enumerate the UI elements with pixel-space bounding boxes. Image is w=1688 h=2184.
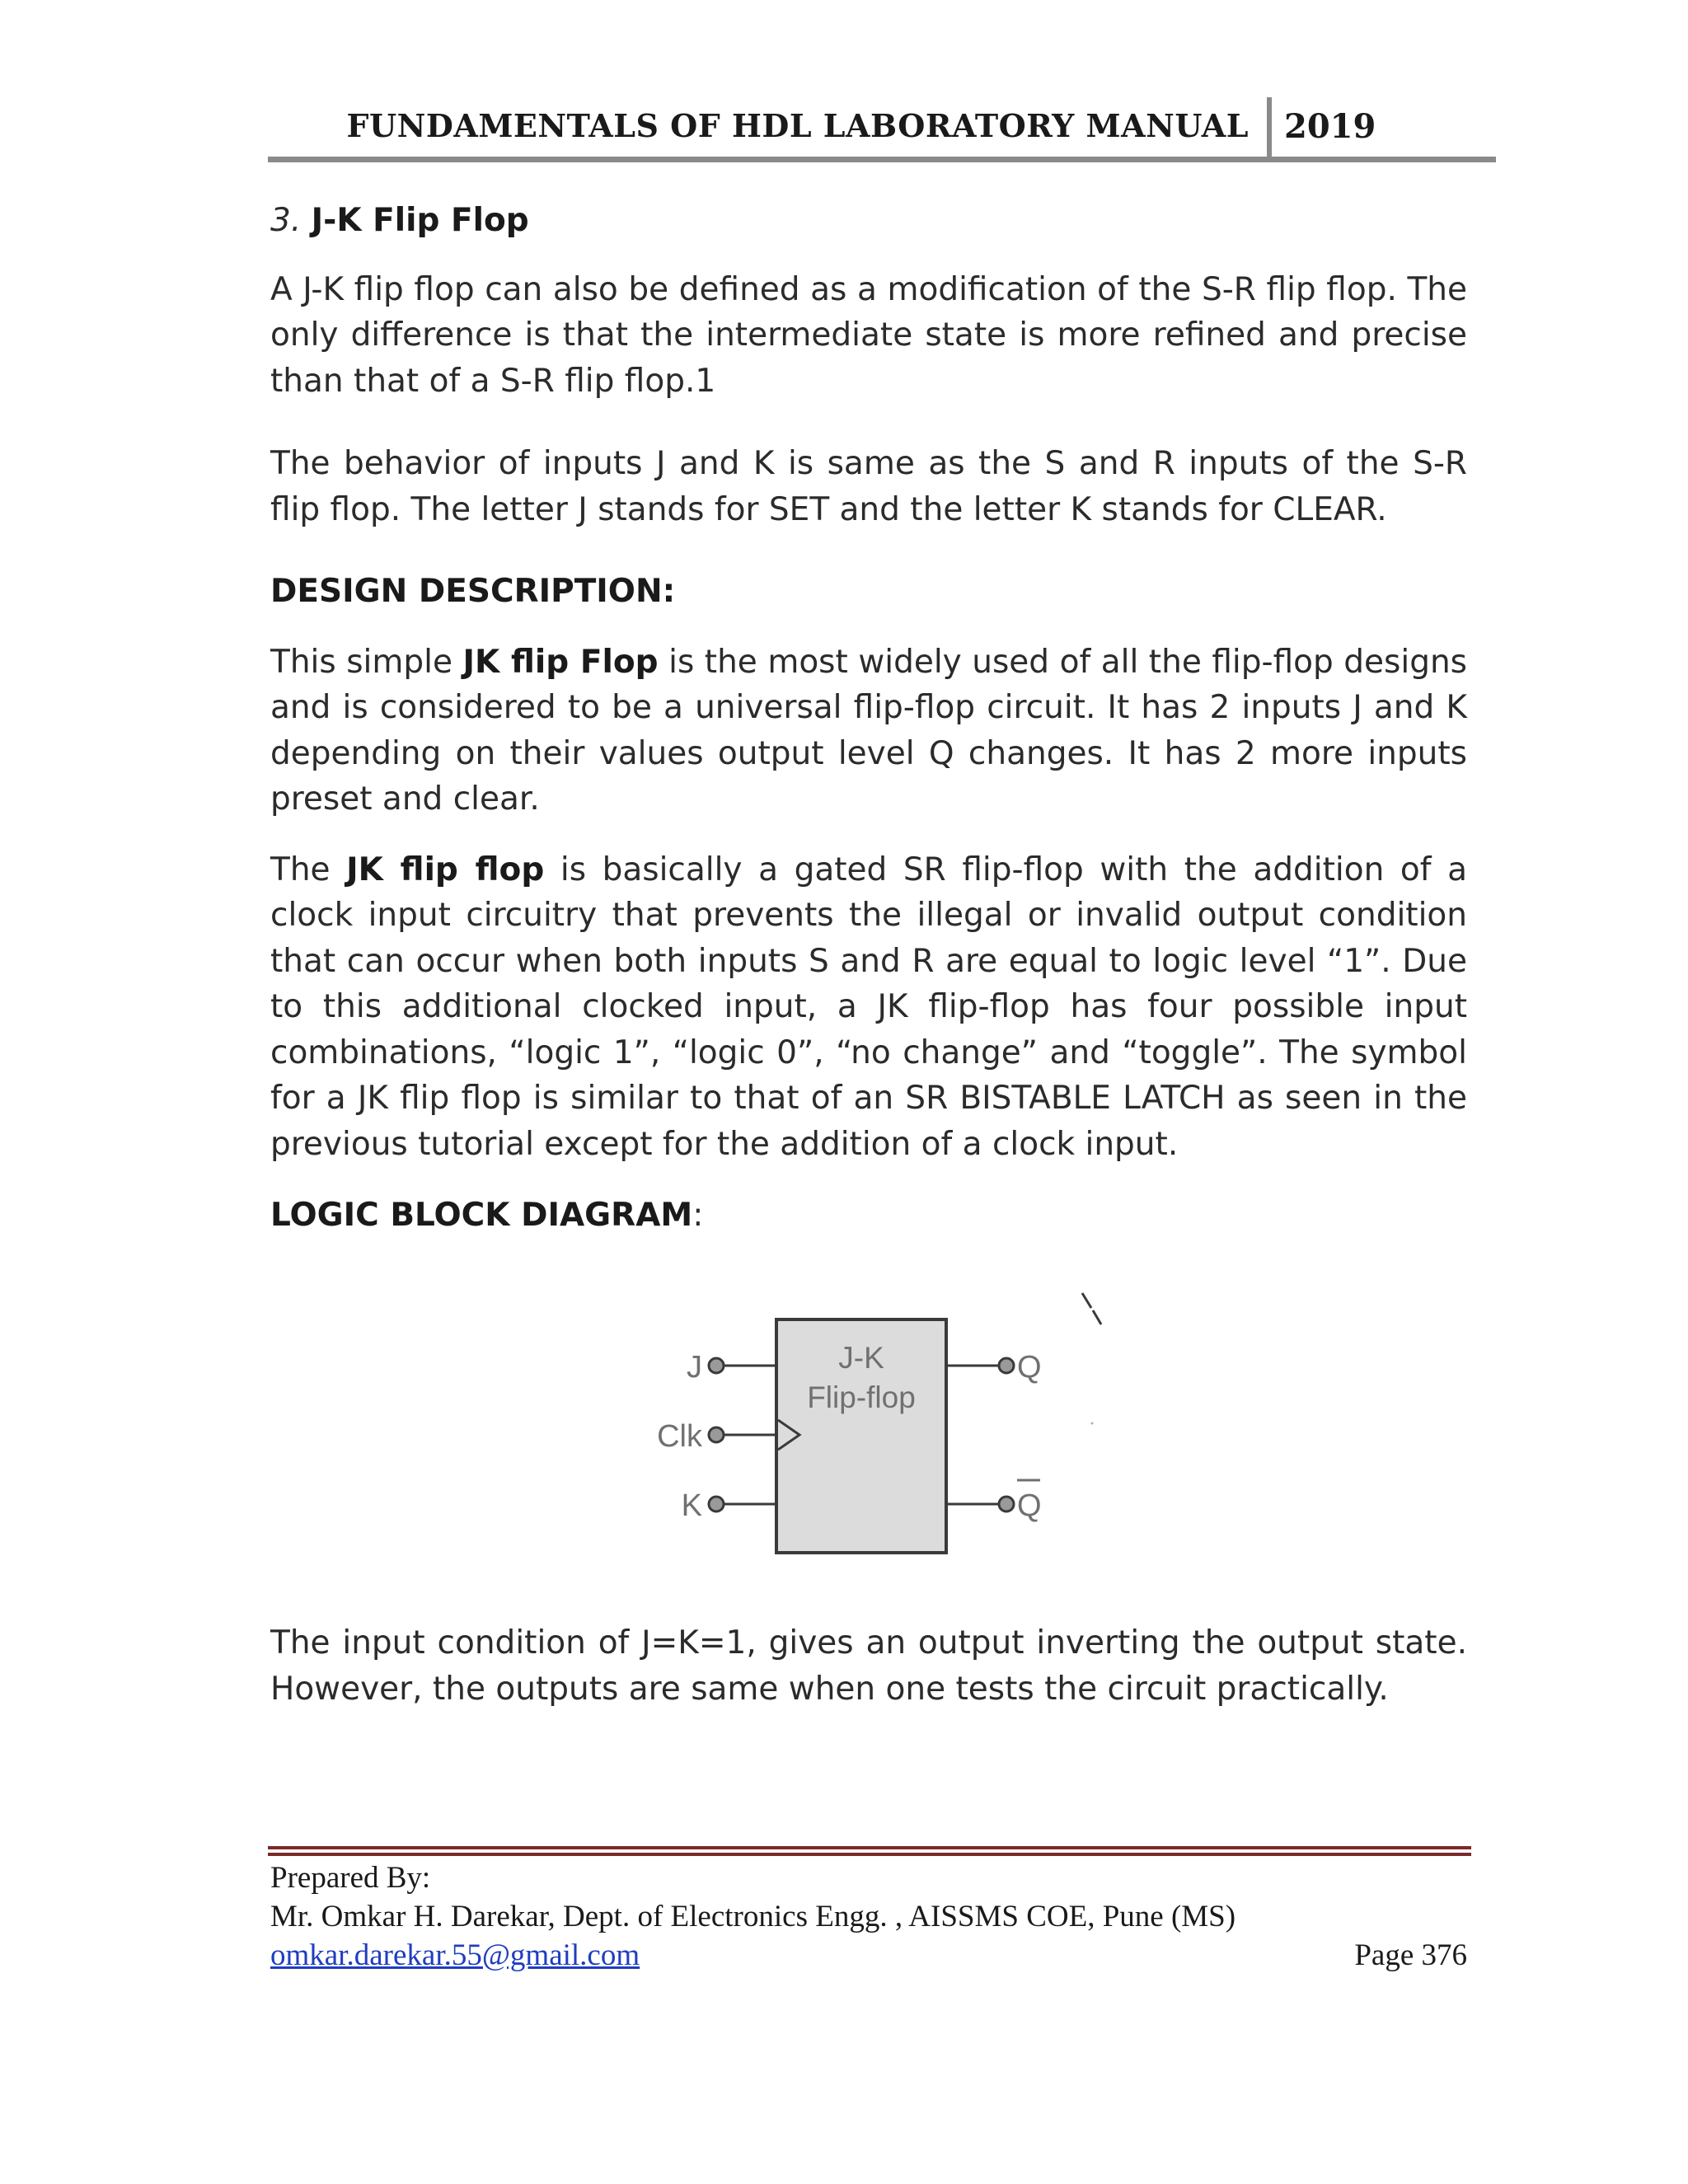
stray-dot	[1091, 1422, 1094, 1425]
footer-rule	[268, 1846, 1471, 1856]
input-clk-label: Clk	[657, 1419, 702, 1454]
design-p1-rest: is the most widely used of all the flip-flop designs and is considered to be a universal flip-flop circuit. It has 2 inputs J and K depending on their values output level Q changes. It has 2 more inputs preset and clear.	[270, 643, 1467, 818]
prepared-by-label: Prepared By:	[270, 1861, 431, 1895]
block-label-line2: Flip-flop	[807, 1380, 916, 1414]
jk-flip-flop-diagram	[626, 1282, 1137, 1578]
author-email-link[interactable]: omkar.darekar.55@gmail.com	[270, 1938, 640, 1972]
block-label-line1: J-K	[838, 1341, 884, 1375]
header-separator	[1267, 97, 1272, 157]
clk-terminal	[709, 1427, 724, 1442]
page-content	[270, 198, 1467, 1239]
logic-heading-text: LOGIC BLOCK DIAGRAM	[270, 1197, 693, 1234]
design-p2-rest: is basically a gated SR flip-flop with the addition of a clock input circuitry that prevents the illegal or invalid output condition that can occur when both inputs S and R are equal to logic level “1”. Due to this additional clocked input, a JK flip-flop has four possible input combinations, “logic 1”, “logic 0”, “no change” and “toggle”. The symbol for a JK flip flop is similar to that of an SR BISTABLE LATCH as seen in the previous tutorial except for the addition of a clock input.	[270, 851, 1467, 1163]
design-paragraph-2	[270, 847, 1467, 1168]
design-p2-start: The	[270, 851, 347, 888]
output-q-label: Q	[1017, 1350, 1042, 1385]
conclusion-paragraph: The input condition of J=K=1, gives an output inverting the output state. However, the outputs are same when one tests the circuit practically.	[270, 1624, 1467, 1708]
intro-paragraph-2: The behavior of inputs J and K is same as the S and R inputs of the S-R flip flop. The letter J stands for SET and the letter K stands for CLEAR.	[270, 445, 1467, 528]
logic-heading-colon: :	[692, 1197, 704, 1234]
output-qbar-label: Q	[1017, 1488, 1042, 1523]
page-number: Page 376	[1354, 1938, 1467, 1972]
section-number: 3.	[270, 202, 302, 239]
design-p1-bold: JK flip Flop	[462, 643, 659, 681]
manual-year: 2019	[1284, 107, 1376, 146]
j-terminal	[709, 1358, 724, 1373]
input-k-label: K	[681, 1488, 702, 1523]
logic-block-heading	[270, 1193, 1467, 1239]
qbar-terminal	[999, 1497, 1014, 1511]
author-line: Mr. Omkar H. Darekar, Dept. of Electronics Engg. , AISSMS COE, Pune (MS)	[270, 1900, 1236, 1933]
stray-mark-bottom	[1093, 1310, 1101, 1324]
stray-mark-top	[1082, 1293, 1091, 1308]
input-j-label: J	[687, 1350, 702, 1385]
page-footer	[270, 1858, 1467, 1975]
design-description-heading: DESIGN DESCRIPTION:	[270, 573, 676, 610]
section-title	[270, 198, 1467, 244]
manual-title: FUNDAMENTALS OF HDL LABORATORY MANUAL	[346, 107, 1249, 144]
conclusion-block	[270, 1620, 1467, 1712]
design-p2-bold: JK flip flop	[346, 851, 545, 888]
design-p1-start: This simple	[270, 643, 463, 681]
page-header	[268, 105, 1496, 162]
q-terminal	[999, 1358, 1014, 1373]
design-paragraph-1	[270, 640, 1467, 823]
k-terminal	[709, 1497, 724, 1511]
intro-paragraph-1: A J-K flip flop can also be defined as a modification of the S-R flip flop. The only difference is that the intermediate state is more refined and precise than that of a S-R flip flop.1	[270, 270, 1467, 400]
section-title-text: J-K Flip Flop	[311, 202, 529, 239]
